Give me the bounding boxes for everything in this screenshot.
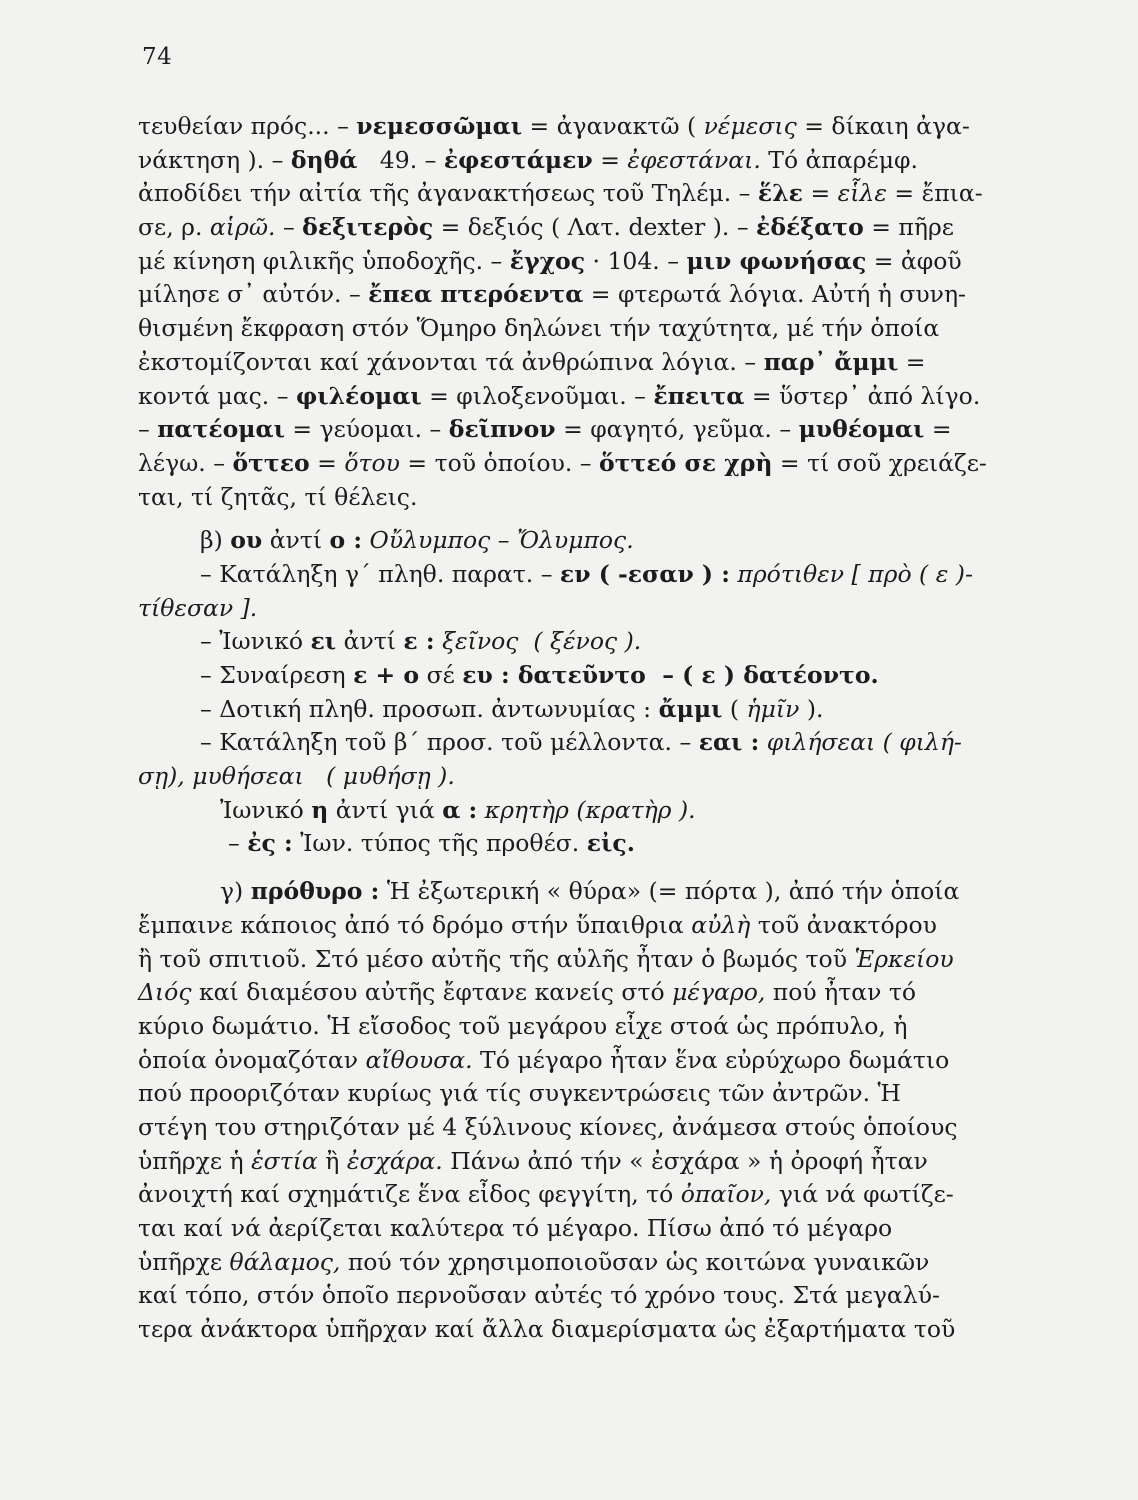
text-run: =	[592, 145, 628, 174]
bold-term: ἐφεστάμεν	[443, 145, 593, 174]
paragraph-b	[138, 524, 1018, 861]
text-run: ἀντί	[336, 627, 404, 656]
text-run	[435, 627, 442, 655]
text-run	[362, 526, 369, 554]
italic-text: αἴθουσα.	[365, 1045, 473, 1074]
text-run: · 104. –	[585, 246, 687, 275]
text-run: – Κατάληξη γ΄ πληθ. παρατ. –	[200, 559, 560, 588]
text-run: ἢ	[317, 1146, 347, 1175]
italic-text: τίθεσαν ].	[138, 593, 258, 622]
text-run: – Κατάληξη τοῦ β΄ προσ. τοῦ μέλλοντα. –	[200, 728, 699, 757]
paragraph-a	[138, 110, 1018, 514]
bold-term: ἐς :	[247, 829, 293, 858]
bold-term: δεῖπνον	[448, 415, 556, 444]
text-run: = φαγητό, γεῦμα. –	[555, 415, 799, 444]
text-run: = πῆρε	[863, 213, 954, 242]
text-run: κοντά μας. –	[138, 381, 296, 410]
bold-term: ε + ο	[353, 661, 420, 689]
text-line	[138, 245, 1018, 279]
text-run: τοῦ ἀνακτόρου	[750, 910, 937, 939]
text-run: Ἰων. τύπος τῆς προθέσ.	[292, 829, 587, 858]
text-line	[138, 1145, 1018, 1179]
text-line	[138, 827, 1018, 861]
text-run: ἐκστομίζονται καί χάνονται τά ἀνθρώπινα λόγια. –	[138, 347, 764, 376]
text-run: ἀντί γιά	[328, 795, 443, 824]
bold-term: δεξιτερὸς	[302, 213, 434, 242]
text-line	[138, 1313, 1018, 1347]
text-run: τερα ἀνάκτορα ὑπῆρχαν καί ἄλλα διαμερίσματα ὡς ἐξαρτήματα τοῦ	[138, 1315, 956, 1344]
italic-text: ξεῖνος ( ξένος ).	[442, 627, 642, 656]
text-run: – Δοτική πληθ. προσωπ. ἀντωνυμίας :	[200, 694, 659, 723]
bold-term: πρόθυρο :	[250, 877, 380, 906]
text-run: –	[138, 415, 158, 444]
text-run: =	[802, 179, 838, 208]
text-line	[138, 1212, 1018, 1246]
bold-term: εαι :	[698, 728, 760, 757]
bold-term: ἔπεα πτερόεντα	[368, 280, 584, 309]
text-run: β)	[200, 526, 231, 555]
bold-term: ἔπειτα	[653, 381, 745, 410]
bold-term: εἰς.	[586, 829, 635, 858]
text-run: Ἡ ἐξωτερική « θύρα» (= πόρτα ), ἀπό τήν ὁποία	[379, 877, 960, 906]
text-line	[138, 211, 1018, 245]
bold-term: ὅττεο	[232, 448, 310, 477]
italic-text: αὐλὴ	[691, 910, 751, 939]
text-run: κύριο δωμάτιο. Ἡ εἴσοδος τοῦ μεγάρου εἶχε στοά ὡς πρόπυλο, ἡ	[138, 1011, 908, 1040]
text-line	[138, 1077, 1018, 1111]
italic-text: Ἑρκείου	[854, 944, 954, 973]
italic-text: ὅτου	[344, 448, 400, 477]
text-run: – Συναίρεση	[200, 661, 354, 689]
text-run	[477, 796, 484, 824]
text-run: πού τόν χρησιμοποιοῦσαν ὡς κοιτώνα γυναικῶν	[340, 1247, 930, 1276]
text-run: = ἀγανακτῶ (	[522, 112, 704, 140]
bold-term: ευ : δατεῦντο – ( ε ) δατέοντο.	[462, 661, 879, 689]
text-run: λέγω. –	[138, 448, 233, 477]
bold-term: δηθά	[290, 145, 358, 174]
italic-text: Διός	[138, 978, 192, 1007]
text-line	[138, 760, 1018, 794]
text-run: γ)	[220, 877, 251, 906]
text-run: = φτερωτά λόγια. Αὐτή ἡ συνη-	[583, 280, 966, 309]
italic-text: νέμεσις	[703, 112, 797, 140]
italic-text: μέγαρο,	[672, 978, 766, 1007]
text-run: (	[722, 694, 747, 723]
italic-text: εἷλε	[837, 179, 887, 208]
bold-term: η	[311, 795, 329, 824]
text-run	[759, 728, 766, 756]
bold-term: νεμεσσῶμαι	[356, 112, 523, 140]
text-run: = ἔπια-	[886, 179, 983, 208]
text-line	[138, 592, 1018, 626]
text-line	[138, 976, 1018, 1010]
text-run: = φιλοξενοῦμαι. –	[421, 381, 654, 410]
bold-term: ο :	[329, 526, 363, 555]
text-run: =	[924, 415, 952, 444]
text-run: θισμένη ἔκφραση στόν Ὅμηρο δηλώνει τήν ταχύτητα, μέ τήν ὁποία	[138, 314, 940, 343]
text-run: ).	[799, 694, 824, 723]
italic-text: ἐσχάρα.	[346, 1146, 443, 1175]
text-line	[138, 447, 1018, 481]
text-line	[138, 875, 1018, 909]
text-line	[138, 346, 1018, 380]
text-line	[138, 693, 1018, 727]
text-run: = δίκαιη ἀγα-	[796, 112, 970, 140]
page-body	[138, 110, 1018, 1347]
bold-term: ε :	[403, 627, 435, 656]
text-run: = γεύομαι. –	[284, 415, 449, 444]
text-line	[138, 726, 1018, 760]
italic-text: Οὔλυμπος – Ὄλυμπος.	[369, 526, 634, 555]
bold-term: παρ᾽ ἄμμι	[763, 347, 899, 376]
text-line	[138, 413, 1018, 447]
italic-text: ἡμῖν	[746, 694, 800, 723]
text-line	[138, 524, 1018, 558]
text-run: Πάνω ἀπό τήν « ἐσχάρα » ἡ ὀροφή ἦταν	[442, 1146, 928, 1175]
text-run: πού προοριζόταν κυρίως γιά τίς συγκεντρώσεις τῶν ἀντρῶν. Ἡ	[138, 1079, 901, 1108]
text-run: Τό μέγαρο ἦταν ἕνα εὐρύχωρο δωμάτιο	[472, 1045, 950, 1074]
bold-term: ει	[310, 627, 337, 656]
text-line	[138, 1178, 1018, 1212]
text-run: ἀντί	[262, 526, 330, 555]
bold-term: ἄμμι	[658, 694, 723, 723]
text-line	[138, 909, 1018, 943]
text-line	[138, 110, 1018, 144]
bold-term: εν ( -εσαν ) :	[559, 559, 730, 588]
text-line	[138, 1246, 1018, 1280]
text-run: – Ἰωνικό	[200, 627, 311, 656]
text-run: ὑπῆρχε ἡ	[138, 1146, 252, 1175]
bold-term: ὅττεό σε χρὴ	[599, 448, 773, 477]
text-line	[138, 794, 1018, 828]
bold-term: ἕλε	[757, 179, 803, 208]
italic-text: φιλήσεαι ( φιλή-	[766, 728, 962, 757]
text-run: = τοῦ ὁποίου. –	[399, 448, 600, 477]
text-line	[138, 380, 1018, 414]
text-line	[138, 1111, 1018, 1145]
italic-text: ἐφεστάναι.	[627, 145, 761, 174]
text-run: ται καί νά ἀερίζεται καλύτερα τό μέγαρο. Πίσω ἀπό τό μέγαρο	[138, 1214, 893, 1242]
text-line	[138, 144, 1018, 178]
bold-term: ἔγχος	[509, 246, 586, 275]
text-line	[138, 558, 1018, 592]
text-line	[138, 625, 1018, 659]
italic-text: αἱρῶ.	[209, 213, 276, 242]
text-run: καί διαμέσου αὐτῆς ἔφτανε κανείς στό	[191, 978, 673, 1007]
text-run: Ἰωνικό	[220, 795, 312, 824]
text-run: ἔμπαινε κάποιος ἀπό τό δρόμο στήν ὕπαιθρια	[138, 910, 692, 939]
text-run: ἀποδίδει τήν αἰτία τῆς ἀγανακτήσεως τοῦ Τηλέμ. –	[138, 179, 758, 208]
text-run: ἀνοιχτή καί σχημάτιζε ἕνα εἶδος φεγγίτη, τό	[138, 1180, 681, 1209]
text-run: = δεξιός ( Λατ. dexter ). –	[433, 213, 757, 242]
italic-text: θάλαμος,	[229, 1247, 341, 1276]
italic-text: ἑστία	[251, 1146, 318, 1175]
text-run: σε, ρ.	[138, 213, 210, 242]
italic-text: πρότιθεν [ πρὸ ( ε )-	[737, 559, 973, 588]
text-run: 49. –	[357, 145, 444, 174]
text-run: –	[228, 829, 248, 858]
text-line	[138, 1010, 1018, 1044]
text-run: στέγη του στηριζόταν μέ 4 ξύλινους κίονες, ἀνάμεσα στούς ὁποίους	[138, 1112, 958, 1141]
text-run: =	[309, 448, 345, 477]
text-line	[138, 177, 1018, 211]
text-run: μέ κίνηση φιλικῆς ὑποδοχῆς. –	[138, 246, 510, 275]
text-run: ὑπῆρχε	[138, 1247, 230, 1276]
text-run: –	[275, 213, 303, 242]
text-run: σέ	[419, 661, 463, 689]
text-run: γιά νά φωτίζε-	[771, 1180, 954, 1209]
text-line	[138, 659, 1018, 693]
bold-term: ἐδέξατο	[756, 213, 864, 242]
text-line	[138, 1279, 1018, 1313]
text-run: καί τόπο, στόν ὁποῖο περνοῦσαν αὐτές τό χρόνο τους. Στά μεγαλύ-	[138, 1281, 940, 1310]
text-run: = ὕστερ᾽ ἀπό λίγο.	[744, 381, 981, 410]
text-line	[138, 1044, 1018, 1078]
text-run: τευθείαν πρός... –	[138, 112, 357, 140]
bold-term: μιν φωνήσας	[686, 246, 867, 275]
bold-term: ου	[230, 526, 263, 555]
italic-text: ὀπαῖον,	[680, 1180, 772, 1209]
text-run: = τί σοῦ χρειάζε-	[772, 448, 987, 477]
text-line	[138, 278, 1018, 312]
bold-term: μυθέομαι	[798, 415, 925, 444]
italic-text: κρητὴρ (κρατὴρ ).	[484, 795, 696, 824]
bold-term: πατέομαι	[157, 415, 285, 444]
italic-text: σῃ), μυθήσεαι ( μυθήσῃ ).	[138, 762, 455, 791]
text-line	[138, 943, 1018, 977]
text-run: ται, τί ζητᾶς, τί θέλεις.	[138, 482, 418, 511]
text-run: μίλησε σ᾽ αὐτόν. –	[138, 280, 369, 309]
bold-term: α :	[442, 795, 478, 824]
text-run: νάκτηση ). –	[138, 145, 291, 174]
text-run: = ἀφοῦ	[866, 246, 962, 275]
text-run: =	[898, 347, 926, 376]
paragraph-c	[138, 875, 1018, 1347]
bold-term: φιλέομαι	[295, 381, 422, 410]
text-line	[138, 312, 1018, 346]
text-run: ἢ τοῦ σπιτιοῦ. Στό μέσο αὐτῆς τῆς αὐλῆς ἦταν ὁ βωμός τοῦ	[138, 944, 855, 973]
text-run: πού ἦταν τό	[765, 978, 917, 1007]
text-run: Τό ἀπαρέμφ.	[760, 145, 918, 174]
text-line	[138, 481, 1018, 515]
text-run: ὁποία ὀνομαζόταν	[138, 1045, 366, 1074]
page-number: 74	[142, 44, 173, 70]
